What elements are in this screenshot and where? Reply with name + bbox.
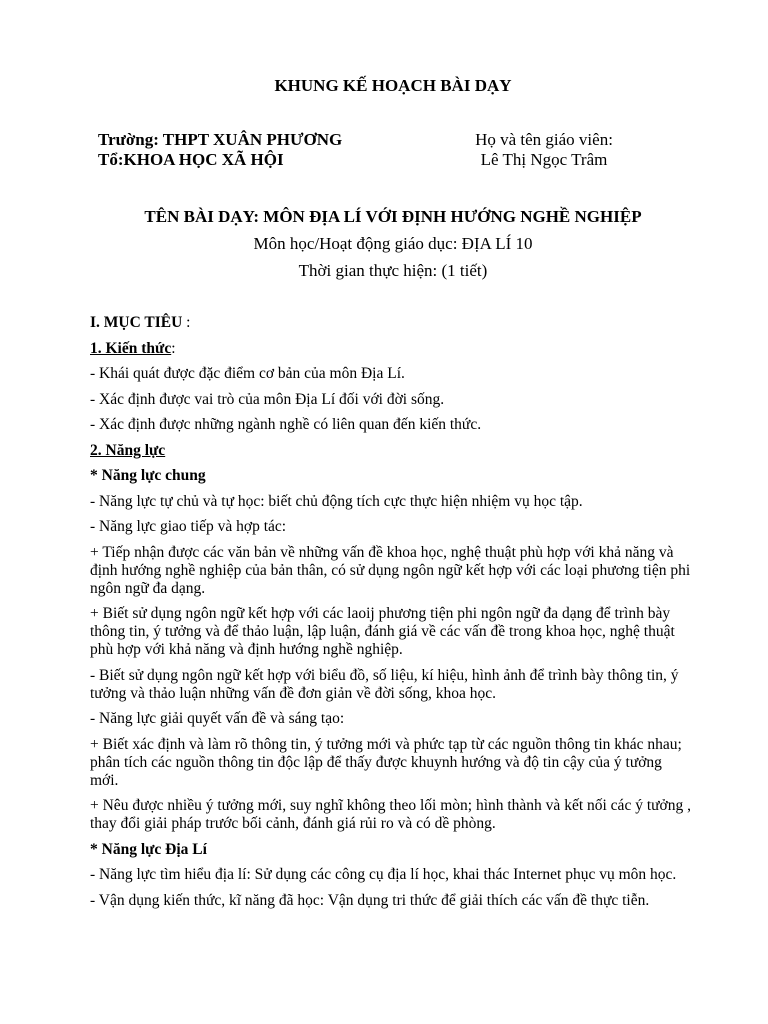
knowledge-heading: 1. Kiến thức (90, 339, 172, 357)
section-heading-objectives (90, 314, 694, 332)
competence-item: + Nêu được nhiều ý tưởng mới, suy nghĩ không theo lối mòn; hình thành và kết nối các ý tưởng , thay đổi giải pháp trước bối cảnh, đánh giá rủi ro và có dề phòng. (90, 797, 691, 832)
competence-item: - Năng lực giải quyết vấn đề và sáng tạo: (90, 710, 345, 727)
school-label: Trường: THPT XUÂN PHƯƠNG (98, 130, 343, 149)
geography-competence-heading: * Năng lực Địa Lí (90, 840, 207, 858)
teacher-label: Họ và tên giáo viên: (475, 130, 613, 149)
subsection-heading-knowledge (90, 340, 694, 358)
teacher-info (470, 130, 618, 170)
competence-item: + Biết xác định và làm rõ thông tin, ý tưởng mới và phức tạp từ các nguồn thông tin khác nhau; phân tích các nguồn thông tin độc lập để thấy được khuynh hướng và độ tin cậy của ý tưởng mới. (90, 735, 682, 789)
competence-item: + Tiếp nhận được các văn bản về những vấn đề khoa học, nghệ thuật phù hợp với khả năng và định hướng nghề nghiệp của bản thân, có sử dụng ngôn ngữ kết hợp với các loại phương tiện phi ngôn ngữ đa dạng. (90, 543, 691, 597)
geography-competence-item: - Năng lực tìm hiểu địa lí: Sử dụng các công cụ địa lí học, khai thác Internet phục vụ môn học. (90, 866, 677, 883)
subject-line: Môn học/Hoạt động giáo dục: ĐỊA LÍ 10 (253, 234, 533, 253)
competence-heading: 2. Năng lực (90, 441, 166, 459)
competence-item: - Năng lực tự chủ và tự học: biết chủ động tích cực thực hiện nhiệm vụ học tập. (90, 492, 583, 510)
document-title: KHUNG KẾ HOẠCH BÀI DẠY (274, 76, 512, 95)
knowledge-item: - Xác định được vai trò của môn Địa Lí đối với đời sống. (90, 390, 445, 408)
lesson-title: TÊN BÀI DẠY: MÔN ĐỊA LÍ VỚI ĐỊNH HƯỚNG NGHỀ NGHIỆP (144, 207, 642, 226)
teacher-name: Lê Thị Ngọc Trâm (480, 150, 608, 169)
knowledge-item: - Xác định được những ngành nghề có liên quan đến kiến thức. (90, 416, 482, 433)
competence-item: - Năng lực giao tiếp và hợp tác: (90, 518, 287, 535)
school-info (98, 130, 342, 170)
competence-item: + Biết sử dụng ngôn ngữ kết hợp với các laoij phương tiện phi ngôn ngữ đa dạng để trình bày thông tin, ý tưởng và để thảo luận, lập luận, đánh giá về các vấn đề trong khoa học, nghệ thuật phù hợp với khả năng và định hướng nghề nghiệp. (90, 605, 675, 658)
objectives-heading: I. MỤC TIÊU (90, 314, 183, 331)
duration-line: Thời gian thực hiện: (1 tiết) (298, 261, 488, 280)
geography-competence-item: - Vận dụng kiến thức, kĩ năng đã học: Vận dụng tri thức để giải thích các vấn đề thực tiễn. (90, 891, 650, 909)
lesson-content (90, 314, 694, 917)
competence-item: - Biết sử dụng ngôn ngữ kết hợp với biểu đồ, số liệu, kí hiệu, hình ảnh để trình bày thông tin, ý tưởng và thảo luận những vấn đề đơn giản về đời sống, khoa học. (90, 666, 679, 702)
general-competence-heading: * Năng lực chung (90, 467, 206, 484)
objectives-heading-suffix: : (182, 314, 191, 331)
knowledge-heading-suffix: : (171, 339, 176, 357)
knowledge-item: - Khái quát được đặc điểm cơ bản của môn Địa Lí. (90, 365, 405, 382)
department-label: Tổ:KHOA HỌC XÃ HỘI (98, 150, 284, 169)
